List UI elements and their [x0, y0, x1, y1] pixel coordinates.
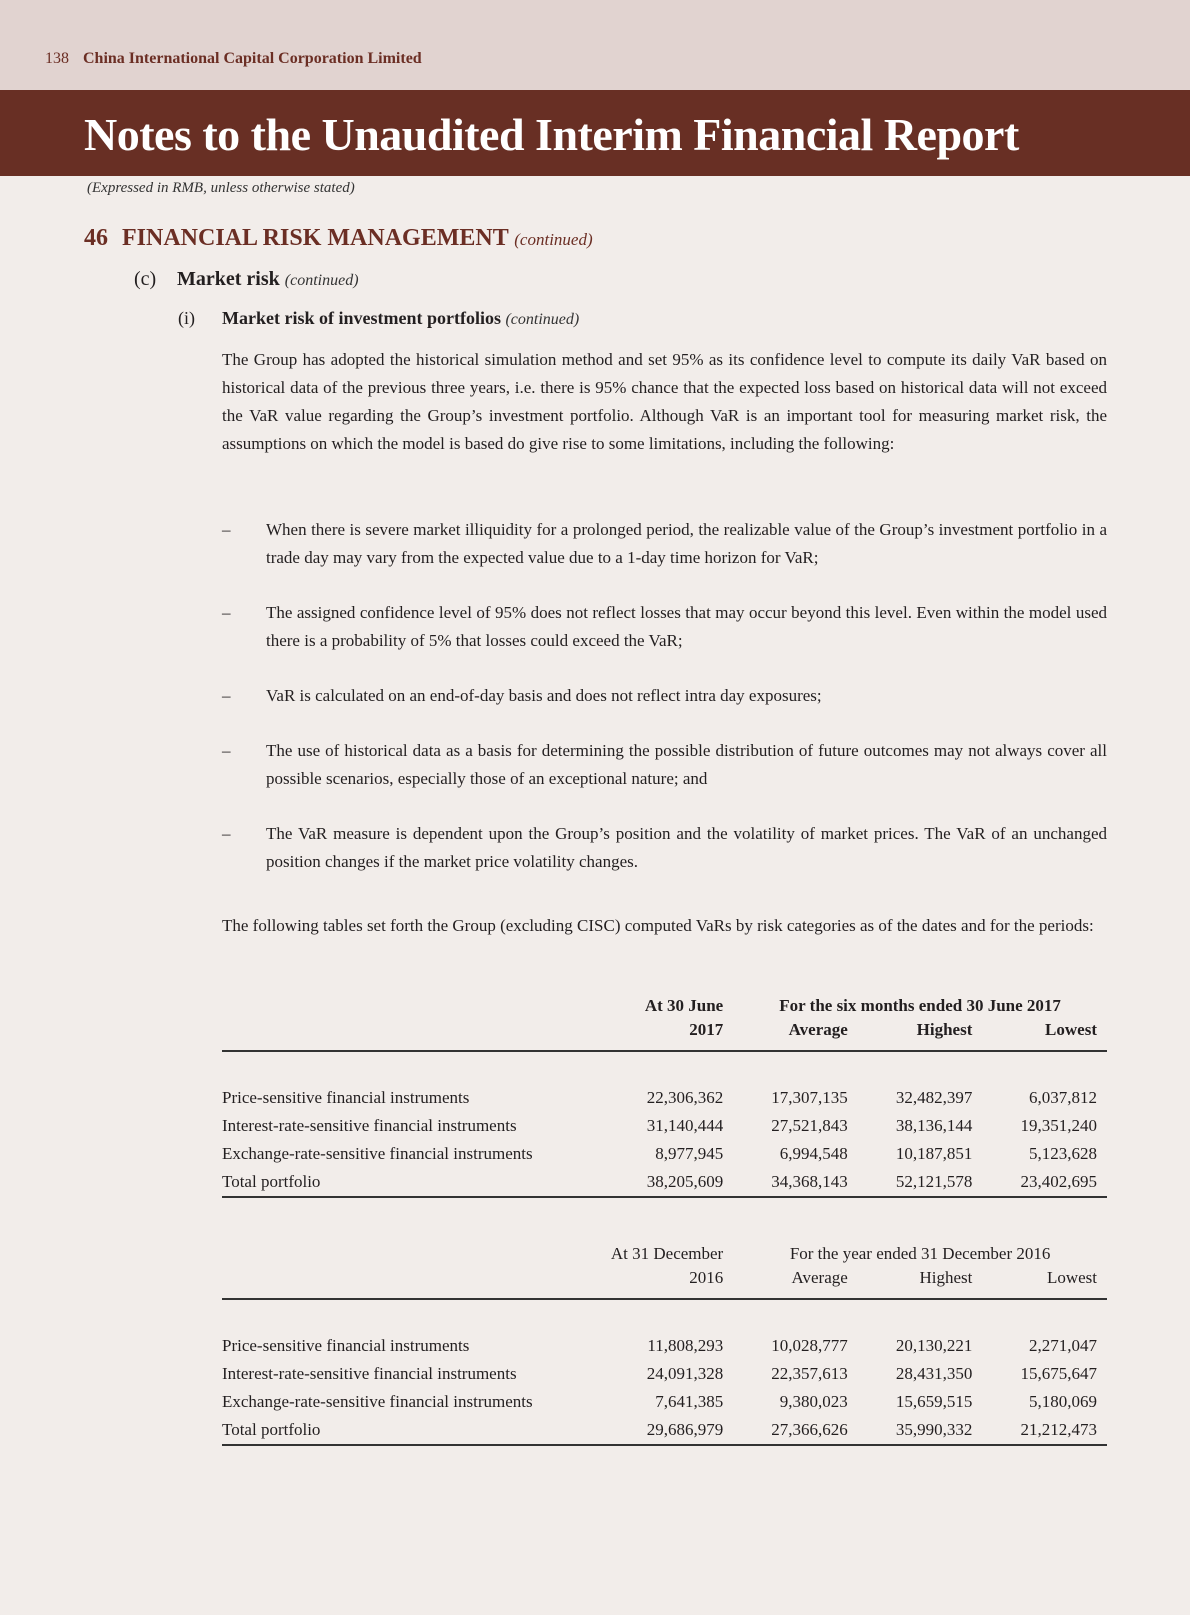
- cell-value: 5,180,069: [1029, 1392, 1097, 1411]
- cell-value: 11,808,293: [647, 1336, 724, 1355]
- list-item: [218, 737, 1107, 793]
- table-row-total: [222, 1168, 1107, 1197]
- limitations-list: [218, 516, 1107, 903]
- table-row-total: [222, 1416, 1107, 1445]
- table-row: [222, 1112, 1107, 1140]
- row-label: Total portfolio: [222, 1416, 589, 1445]
- page-number: 138: [45, 50, 69, 67]
- top-band: [0, 0, 1190, 90]
- cell-value: 6,994,548: [779, 1144, 848, 1163]
- point-header-year: 2016: [589, 1268, 733, 1299]
- cell-value: 9,380,023: [779, 1392, 848, 1411]
- tables-intro-paragraph: The following tables set forth the Group (excluding CISC) computed VaRs by risk categories as of the dates and for the periods:: [222, 916, 1094, 935]
- list-item-text: The use of historical data as a basis for determining the possible distribution of future outcomes may not always cover all possible scenarios, especially those of an exceptional nature; and: [266, 741, 1107, 788]
- dash-bullet: –: [222, 520, 231, 539]
- point-header-year: 2017: [589, 1020, 733, 1051]
- table-row: [222, 1140, 1107, 1168]
- column-header-average: Average: [733, 1268, 858, 1299]
- table-row: [222, 1360, 1107, 1388]
- subsubsection-title: Market risk of investment portfolios: [222, 308, 501, 328]
- cell-value: 6,037,812: [1029, 1088, 1097, 1107]
- cell-value: 38,205,609: [589, 1168, 733, 1197]
- column-header-lowest: Lowest: [982, 1268, 1107, 1299]
- cell-value: 29,686,979: [589, 1416, 733, 1445]
- section-number: 46: [84, 225, 108, 251]
- column-header-highest: Highest: [858, 1268, 983, 1299]
- cell-value: 10,028,777: [771, 1336, 848, 1355]
- cell-value: 35,990,332: [858, 1416, 983, 1445]
- cell-value: 22,357,613: [771, 1364, 848, 1383]
- row-label: Price-sensitive financial instruments: [222, 1336, 470, 1355]
- cell-value: 23,402,695: [982, 1168, 1107, 1197]
- cell-value: 20,130,221: [895, 1336, 973, 1355]
- cell-value: 31,140,444: [646, 1116, 724, 1135]
- cell-value: 24,091,328: [646, 1364, 724, 1383]
- period-header: For the six months ended 30 June 2017: [779, 996, 1061, 1015]
- cell-value: 2,271,047: [1029, 1336, 1097, 1355]
- column-header-average: Average: [733, 1020, 858, 1051]
- column-header-lowest: Lowest: [982, 1020, 1107, 1051]
- cell-value: 27,521,843: [771, 1116, 848, 1135]
- subsection-heading: [134, 268, 359, 291]
- point-header: At 31 December: [610, 1244, 724, 1263]
- cell-value: 5,123,628: [1029, 1144, 1097, 1163]
- dash-bullet: –: [222, 603, 231, 622]
- row-label: Interest-rate-sensitive financial instruments: [222, 1364, 517, 1383]
- cell-value: 27,366,626: [733, 1416, 858, 1445]
- section-title: FINANCIAL RISK MANAGEMENT: [122, 225, 509, 251]
- cell-value: 22,306,362: [646, 1088, 724, 1107]
- page-title: Notes to the Unaudited Interim Financial Report: [84, 109, 1019, 160]
- subsection-label: (c): [134, 268, 157, 290]
- section-heading: [84, 225, 593, 252]
- currency-note: (Expressed in RMB, unless otherwise stated): [87, 180, 355, 196]
- intro-paragraph: The Group has adopted the historical simulation method and set 95% as its confidence level to compute its daily VaR based on historical data of the previous three years, i.e. there is 95% chance that the expected loss based on historical data will not exceed the VaR value regarding the Group’s investment portfolio. Although VaR is an important tool for measuring market risk, the assumptions on which the model is based do give rise to some limitations, including the following:: [222, 350, 1107, 453]
- period-header: For the year ended 31 December 2016: [789, 1244, 1051, 1263]
- table-header-row: [222, 1268, 1107, 1299]
- list-item: [218, 516, 1107, 572]
- table-row: [222, 1388, 1107, 1416]
- company-name: China International Capital Corporation Limited: [83, 50, 422, 67]
- cell-value: 17,307,135: [771, 1088, 848, 1107]
- var-table-2017: [222, 992, 1107, 1198]
- cell-value: 28,431,350: [895, 1364, 973, 1383]
- cell-value: 15,659,515: [895, 1392, 973, 1411]
- cell-value: 15,675,647: [1020, 1364, 1097, 1383]
- row-label: Price-sensitive financial instruments: [222, 1088, 470, 1107]
- list-item-text: The assigned confidence level of 95% does not reflect losses that may occur beyond this level. Even within the model used there is a probability of 5% that losses could exceed the VaR;: [266, 603, 1107, 650]
- list-item: [218, 682, 1107, 710]
- row-label: Exchange-rate-sensitive financial instruments: [222, 1392, 533, 1411]
- title-banner: [0, 90, 1190, 176]
- cell-value: 34,368,143: [733, 1168, 858, 1197]
- section-continued: (continued): [514, 230, 593, 249]
- list-item-text: The VaR measure is dependent upon the Group’s position and the volatility of market prices. The VaR of an unchanged position changes if the market price volatility changes.: [266, 824, 1107, 871]
- list-item: [218, 599, 1107, 655]
- list-item: [218, 820, 1107, 876]
- subsubsection-continued: (continued): [505, 311, 580, 328]
- table-header-row: [222, 1020, 1107, 1051]
- table-header-row: [222, 992, 1107, 1020]
- cell-value: 21,212,473: [982, 1416, 1107, 1445]
- subsection-continued: (continued): [284, 272, 359, 289]
- column-header-highest: Highest: [858, 1020, 983, 1051]
- dash-bullet: –: [222, 824, 231, 843]
- cell-value: 8,977,945: [655, 1144, 724, 1163]
- subsubsection-heading: [178, 308, 579, 329]
- cell-value: 52,121,578: [858, 1168, 983, 1197]
- subsubsection-label: (i): [178, 308, 195, 328]
- subsection-title: Market risk: [177, 268, 280, 290]
- list-item-text: VaR is calculated on an end-of-day basis and does not reflect intra day exposures;: [266, 686, 822, 705]
- table-row: [222, 1332, 1107, 1360]
- row-label: Exchange-rate-sensitive financial instruments: [222, 1144, 533, 1163]
- cell-value: 19,351,240: [1020, 1116, 1097, 1135]
- cell-value: 32,482,397: [895, 1088, 973, 1107]
- running-header: [45, 50, 422, 68]
- row-label: Interest-rate-sensitive financial instruments: [222, 1116, 517, 1135]
- cell-value: 10,187,851: [895, 1144, 973, 1163]
- cell-value: 38,136,144: [895, 1116, 973, 1135]
- table-row: [222, 1084, 1107, 1112]
- var-table-2016: [222, 1240, 1107, 1446]
- table-header-row: [222, 1240, 1107, 1268]
- cell-value: 7,641,385: [655, 1392, 724, 1411]
- list-item-text: When there is severe market illiquidity for a prolonged period, the realizable value of the Group’s investment portfolio in a trade day may vary from the expected value due to a 1-day time horizon for VaR;: [266, 520, 1107, 567]
- point-header: At 30 June: [644, 996, 724, 1015]
- row-label: Total portfolio: [222, 1168, 589, 1197]
- dash-bullet: –: [222, 686, 231, 705]
- dash-bullet: –: [222, 741, 231, 760]
